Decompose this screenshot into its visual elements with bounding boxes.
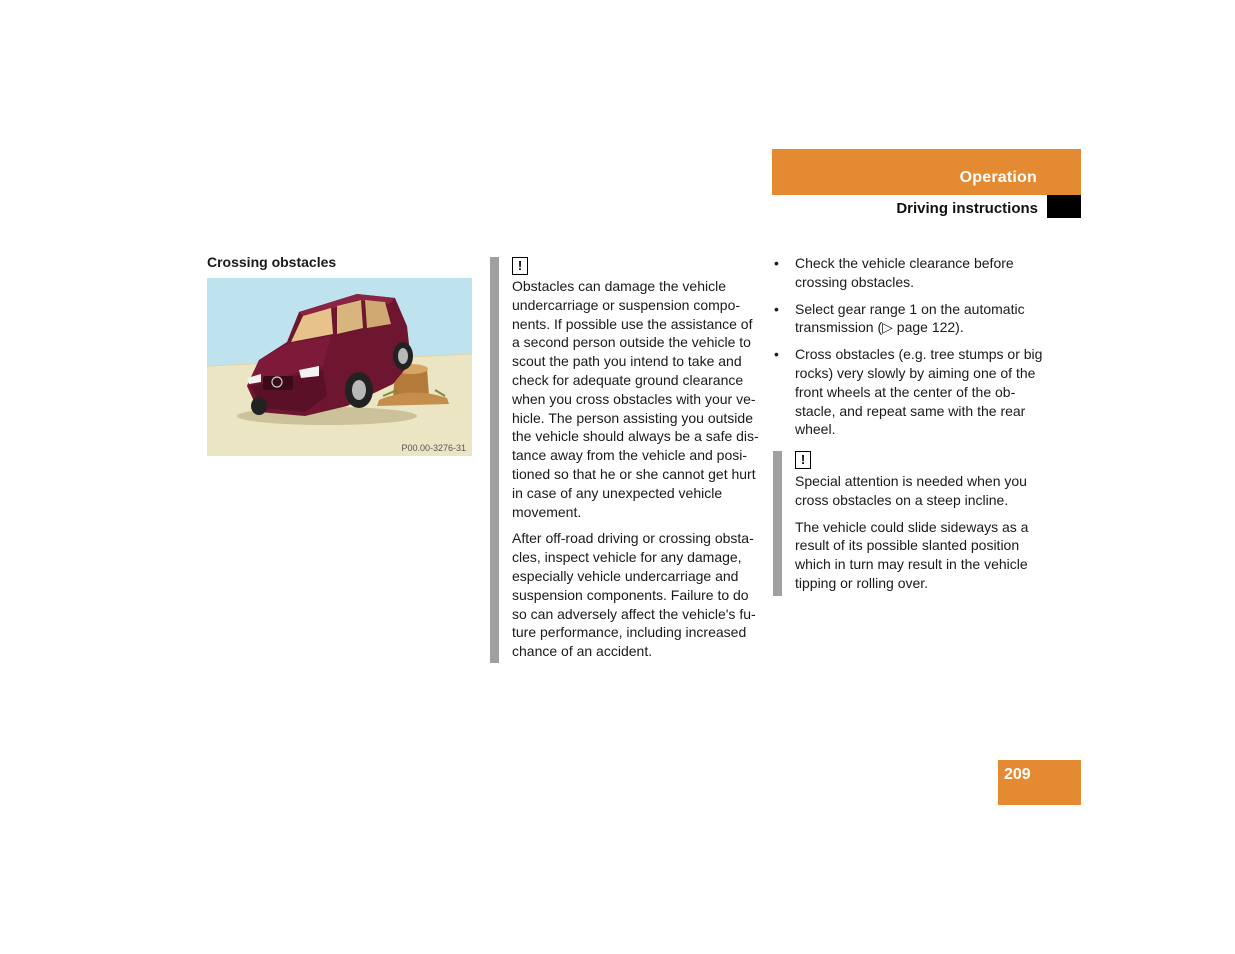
warning-block-damage bbox=[490, 257, 760, 663]
thumb-tab-marker bbox=[1047, 195, 1081, 218]
figure-reference-code: P00.00-3276-31 bbox=[401, 443, 466, 453]
warning-paragraph: Obstacles can damage the vehicle undercarriage or suspension compo-nents. If possible use the assistance of a second person outside the vehicle to scout the path you intend to take and check for adequate ground clearance when you cross obstacles with your ve-hicle. The person assisting you outside the vehicle should always be a safe dis-tance away from the vehicle and posi-tioned so that he or she cannot get hurt in case of any unexpected vehicle movement. bbox=[512, 278, 759, 520]
warning-exclamation-icon: ! bbox=[512, 257, 528, 275]
page-number: 209 bbox=[1004, 766, 1031, 783]
list-item: • Check the vehicle clearance before crossing obstacles. bbox=[773, 254, 1043, 292]
list-item: • Cross obstacles (e.g. tree stumps or big rocks) very slowly by aiming one of the front wheels at the center of the ob-stacle, and repeat same with the rear wheel. bbox=[773, 345, 1043, 439]
warning-block-incline bbox=[773, 451, 1043, 596]
warning-paragraph: After off-road driving or crossing obsta-cles, inspect vehicle for any damage, especially vehicle undercarriage and suspension components. Failure to do so can adversely affect the vehicle's fu-ture performance, including increased chance of an accident. bbox=[512, 530, 756, 660]
vehicle-illustration bbox=[207, 278, 472, 456]
page-title: Crossing obstacles bbox=[207, 254, 337, 270]
instruction-list bbox=[773, 254, 1043, 447]
warning-bar bbox=[773, 451, 782, 596]
warning-paragraph: Special attention is needed when you cross obstacles on a steep incline. bbox=[795, 473, 1027, 508]
warning-exclamation-icon: ! bbox=[795, 451, 811, 469]
header-banner bbox=[772, 149, 1081, 195]
subsection-heading: Driving instructions bbox=[896, 200, 1038, 217]
suv-crossing-obstacle-image bbox=[207, 278, 472, 456]
page-number-box bbox=[998, 760, 1081, 805]
section-heading: Operation bbox=[959, 169, 1037, 186]
list-item: • Select gear range 1 on the automatic transmission (▷ page 122). bbox=[773, 300, 1043, 338]
warning-paragraph: The vehicle could slide sideways as a result of its possible slanted position which in turn may result in the vehicle tipping or rolling over. bbox=[795, 518, 1029, 591]
warning-bar bbox=[490, 257, 499, 663]
